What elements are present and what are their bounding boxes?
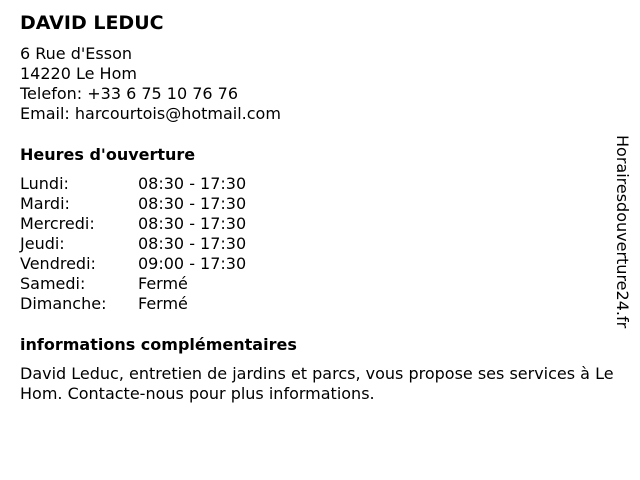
street-address: 6 Rue d'Esson bbox=[20, 44, 132, 63]
day-label: Samedi: bbox=[20, 274, 86, 293]
hours-row-monday bbox=[20, 174, 246, 194]
time-value: 08:30 - 17:30 bbox=[138, 174, 247, 193]
time-value: Fermé bbox=[138, 294, 188, 313]
city-postcode: 14220 Le Hom bbox=[20, 64, 137, 83]
hours-row-saturday bbox=[20, 274, 246, 294]
day-label: Lundi: bbox=[20, 174, 69, 193]
hours-row-tuesday bbox=[20, 194, 246, 214]
day-label: Mercredi: bbox=[20, 214, 95, 233]
time-value: 08:30 - 17:30 bbox=[138, 214, 247, 233]
additional-info-heading: informations complémentaires bbox=[20, 335, 297, 354]
day-label: Mardi: bbox=[20, 194, 70, 213]
hours-row-wednesday bbox=[20, 214, 246, 234]
opening-hours-table bbox=[20, 174, 246, 314]
hours-row-thursday bbox=[20, 234, 246, 254]
time-value: 08:30 - 17:30 bbox=[138, 194, 247, 213]
business-name: DAVID LEDUC bbox=[20, 12, 164, 34]
time-value: 08:30 - 17:30 bbox=[138, 234, 247, 253]
time-value: Fermé bbox=[138, 274, 188, 293]
hours-row-friday bbox=[20, 254, 246, 274]
opening-hours-heading: Heures d'ouverture bbox=[20, 145, 196, 164]
hours-row-sunday bbox=[20, 294, 246, 314]
time-value: 09:00 - 17:30 bbox=[138, 254, 247, 273]
site-watermark: Horairesdouverture24.fr bbox=[613, 135, 632, 329]
day-label: Vendredi: bbox=[20, 254, 96, 273]
additional-info-text: David Leduc, entretien de jardins et parcs, vous propose ses services à Le Hom. Contacte-nous pour plus informations. bbox=[20, 364, 614, 403]
email-address: Email: harcourtois@hotmail.com bbox=[20, 104, 281, 123]
address-block bbox=[20, 44, 281, 124]
phone-number: Telefon: +33 6 75 10 76 76 bbox=[20, 84, 239, 103]
day-label: Dimanche: bbox=[20, 294, 107, 313]
day-label: Jeudi: bbox=[20, 234, 65, 253]
